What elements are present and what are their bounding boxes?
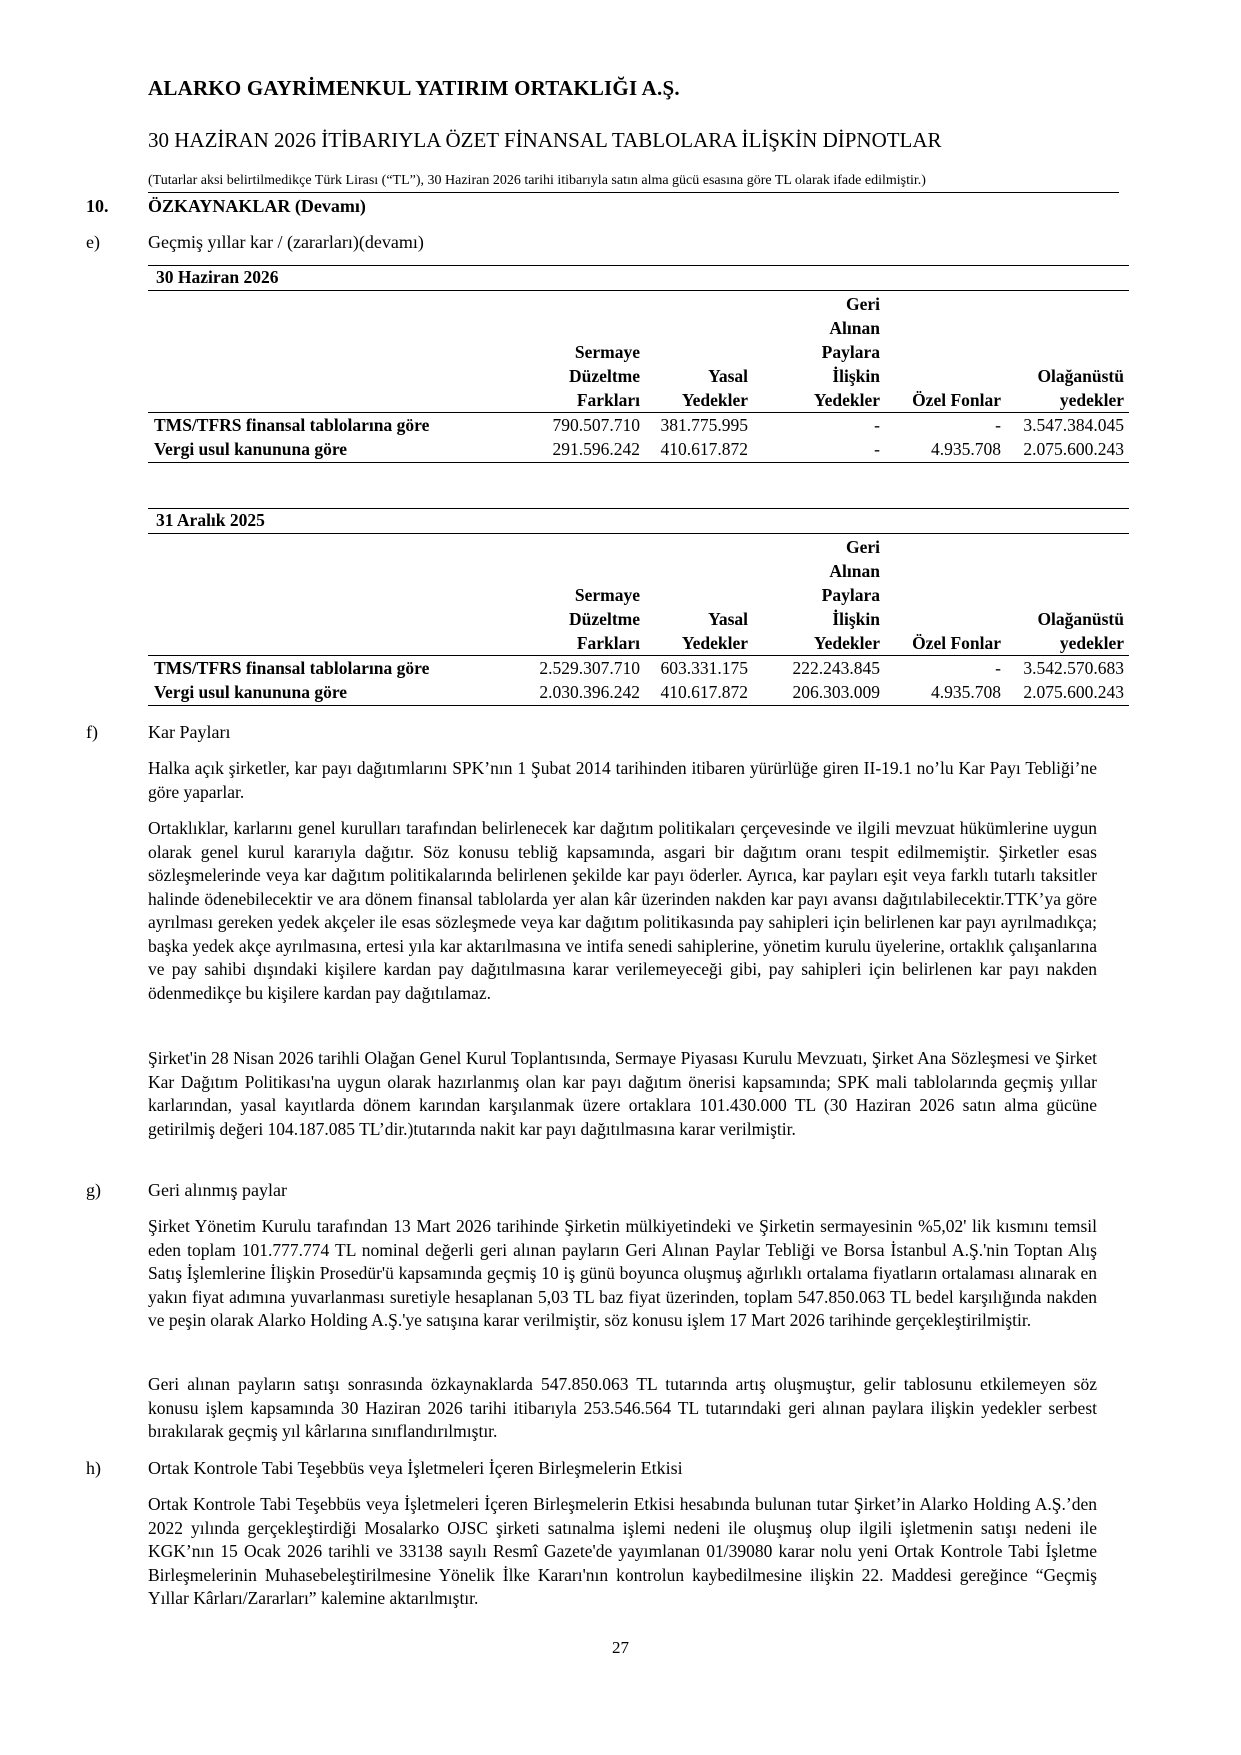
subsection-g-title: Geri alınmış paylar xyxy=(148,1180,287,1200)
row-label: TMS/TFRS finansal tablolarına göre xyxy=(154,658,430,678)
subsection-h-letter: h) xyxy=(86,1458,101,1478)
subsection-e-letter: e) xyxy=(86,232,100,252)
table-row xyxy=(148,414,1129,438)
paragraph: Ortak Kontrole Tabi Teşebbüs veya İşletmeleri İçeren Birleşmelerin Etkisi hesabında bulunan tutar Şirket’in Alarko Holding A.Ş.’den 2022 yılında gerçekleştirdiği Mosalarko OJSC şirketi satınalma işlemi nedeni ile oluşmuş olup ilgili işletmenin satışı nedeni ile KGK’nın 15 Ocak 2026 tarihli ve 33138 sayılı Resmî Gazete'de yayımlanan 01/39080 karar nolu yeni Ortak Kontrole Tabi İşletme Birleşmelerinin Muhasebeleştirilmesine Yönelik İlke Kararı'nın kontrolun kaybedilmesine ilişkin 22. Maddesi gereğince “Geçmiş Yıllar Kârları/Zararları” kalemine aktarılmıştır. xyxy=(148,1494,1097,1608)
table-period-header xyxy=(148,508,1129,534)
table-row xyxy=(148,681,1129,705)
paragraph: Halka açık şirketler, kar payı dağıtımlarını SPK’nın 1 Şubat 2014 tarihinden itibaren yürürlüğe giren II-19.1 no’lu Kar Payı Tebliği’ne göre yaparlar. xyxy=(148,758,1097,802)
cell-sermaye: 291.596.242 xyxy=(552,439,640,459)
table-row xyxy=(148,657,1129,681)
table-bottom-rule xyxy=(148,705,1129,706)
paragraph: Geri alınan payların satışı sonrasında özkaynaklarda 547.850.063 TL tutarında artış oluşmuştur, gelir tablosunu etkilemeyen söz konusu işlem kapsamında 30 Haziran 2026 tarihi itibarıyla 253.546.564 TL tutarındaki geri alınan paylara ilişkin yedekler serbest bırakılarak geçmiş yıl kârlarına sınıflandırılmıştır. xyxy=(148,1374,1097,1441)
cell-olaganustu: 2.075.600.243 xyxy=(1023,682,1124,702)
document-title: 30 HAZİRAN 2026 İTİBARIYLA ÖZET FİNANSAL TABLOLARA İLİŞKİN DİPNOTLAR xyxy=(148,128,942,152)
col-header-geri-alinan: Geri Alınan Paylara İlişkin Yedekler xyxy=(813,294,880,410)
cell-ozel-fonlar: 4.935.708 xyxy=(931,682,1001,702)
paragraph: Şirket'in 28 Nisan 2026 tarihli Olağan Genel Kurul Toplantısında, Sermaye Piyasası Kurulu Mevzuatı, Şirket Ana Sözleşmesi ve Şirket Kar Dağıtım Politikası'na uygun olarak hazırlanmış olan kar payı dağıtım önerisi kapsamında; SPK mali tablolarında geçmiş yıllar karlarından, yasal kayıtlarda dönem karından karşılanmak üzere ortaklara 101.430.000 TL (30 Haziran 2026 satın alma gücüne getirilmiş değeri 104.187.085 TL’dir.)tutarında nakit kar payı dağıtılmasına karar verilmiştir. xyxy=(148,1048,1097,1139)
cell-yasal: 381.775.995 xyxy=(660,415,748,435)
period-label: 31 Aralık 2025 xyxy=(156,510,265,530)
cell-yasal: 410.617.872 xyxy=(660,682,748,702)
col-header-yasal: Yasal Yedekler xyxy=(681,609,748,653)
cell-yasal: 603.331.175 xyxy=(660,658,748,678)
cell-sermaye: 790.507.710 xyxy=(552,415,640,435)
row-label: TMS/TFRS finansal tablolarına göre xyxy=(154,415,430,435)
cell-ozel-fonlar: - xyxy=(995,415,1001,435)
col-header-ozel-fonlar: Özel Fonlar xyxy=(912,390,1001,410)
cell-ozel-fonlar: 4.935.708 xyxy=(931,439,1001,459)
cell-olaganustu: 3.542.570.683 xyxy=(1023,658,1124,678)
row-label: Vergi usul kanununa göre xyxy=(154,439,348,459)
cell-olaganustu: 3.547.384.045 xyxy=(1023,415,1124,435)
col-header-ozel-fonlar: Özel Fonlar xyxy=(912,633,1001,653)
page-number: 27 xyxy=(612,1638,629,1657)
table-period-header xyxy=(148,265,1129,291)
company-name: ALARKO GAYRİMENKUL YATIRIM ORTAKLIĞI A.Ş. xyxy=(148,76,680,100)
paragraph: Şirket Yönetim Kurulu tarafından 13 Mart 2026 tarihinde Şirketin mülkiyetindeki ve Şirketin sermayesinin %5,02' lik kısmını temsil eden toplam 101.777.774 TL nominal değerli geri alınan payların Geri Alınan Paylar Tebliği ve Borsa İstanbul A.Ş.'nin Toptan Alış Satış İşlemlerine İlişkin Prosedür'ü kapsamında geçmiş 10 iş günü boyunca oluşmuş ağırlıklı ortalama fiyatların ortalaması alınarak en yakın fiyat adımına yuvarlanması suretiyle hesaplanan 5,03 TL baz fiyat üzerinden, toplam 547.850.063 TL bedel karşılığında nakden ve peşin olarak Alarko Holding A.Ş.'ye satışına karar verilmiştir, söz konusu işlem 17 Mart 2026 tarihinde gerçekleştirilmiştir. xyxy=(148,1216,1097,1330)
cell-ozel-fonlar: - xyxy=(995,658,1001,678)
col-header-geri-alinan: Geri Alınan Paylara İlişkin Yedekler xyxy=(813,537,880,653)
paragraph: Ortaklıklar, karlarını genel kurulları tarafından belirlenecek kar dağıtım politikaları çerçevesinde ve ilgili mevzuat hükümlerine uygun olarak genel kurul kararıyla dağıtır. Söz konusu tebliğ kapsamında, asgari bir dağıtım oranı tespit edilmemiştir. Şirketler esas sözleşmelerinde veya kar dağıtım politikalarında belirlenen şekilde kar payı öderler. Ayrıca, kar payları eşit veya farklı tutarlı taksitler halinde ödenebilecektir ve ara dönem finansal tablolarda yer alan kâr üzerinden nakden kar payı avansı dağıtılabilecektir.TTK’ya göre ayrılması gereken yedek akçeler ile esas sözleşmede veya kar dağıtım politikasında pay sahipleri için belirlenen kar payı ayrılmadıkça; başka yedek akçe ayrılmasına, ertesi yıla kar aktarılmasına ve intifa senedi sahiplerine, yönetim kurulu üyelerine, ortaklık çalışanlarına ve pay sahibi dışındaki kişilere kardan pay dağıtılmasına karar verilemeyeceği gibi, pay sahipleri için belirlenen kar payı nakden ödenmedikçe bu kişilere kardan pay dağıtılamaz. xyxy=(148,818,1097,1003)
cell-olaganustu: 2.075.600.243 xyxy=(1023,439,1124,459)
period-label: 30 Haziran 2026 xyxy=(156,267,279,287)
cell-geri-alinan: 206.303.009 xyxy=(792,682,880,702)
subsection-f-title: Kar Payları xyxy=(148,722,231,742)
col-header-sermaye: Sermaye Düzeltme Farkları xyxy=(569,585,640,653)
table-bottom-rule xyxy=(148,462,1129,463)
cell-geri-alinan: 222.243.845 xyxy=(792,658,880,678)
section-number: 10. xyxy=(86,196,109,216)
column-header-row xyxy=(148,289,1129,413)
cell-sermaye: 2.529.307.710 xyxy=(539,658,640,678)
col-header-sermaye: Sermaye Düzeltme Farkları xyxy=(569,342,640,410)
currency-note: (Tutarlar aksi belirtilmedikçe Türk Lirası (“TL”), 30 Haziran 2026 tarihi itibarıyla satın alma gücü esasına göre TL olarak ifade edilmiştir.) xyxy=(148,173,926,188)
subsection-h-title: Ortak Kontrole Tabi Teşebbüs veya İşletmeleri İçeren Birleşmelerin Etkisi xyxy=(148,1458,683,1478)
subsection-g-letter: g) xyxy=(86,1180,101,1200)
cell-yasal: 410.617.872 xyxy=(660,439,748,459)
subsection-f-letter: f) xyxy=(86,722,98,742)
col-header-olaganustu: Olağanüstü yedekler xyxy=(1037,609,1124,653)
subsection-e-title: Geçmiş yıllar kar / (zararları)(devamı) xyxy=(148,232,424,252)
col-header-olaganustu: Olağanüstü yedekler xyxy=(1037,366,1124,410)
cell-geri-alinan: - xyxy=(874,439,880,459)
col-header-yasal: Yasal Yedekler xyxy=(681,366,748,410)
cell-geri-alinan: - xyxy=(874,415,880,435)
column-header-row xyxy=(148,532,1129,656)
header-divider xyxy=(148,192,1119,193)
section-title: ÖZKAYNAKLAR (Devamı) xyxy=(148,196,366,216)
table-row xyxy=(148,438,1129,462)
cell-sermaye: 2.030.396.242 xyxy=(539,682,640,702)
row-label: Vergi usul kanununa göre xyxy=(154,682,348,702)
